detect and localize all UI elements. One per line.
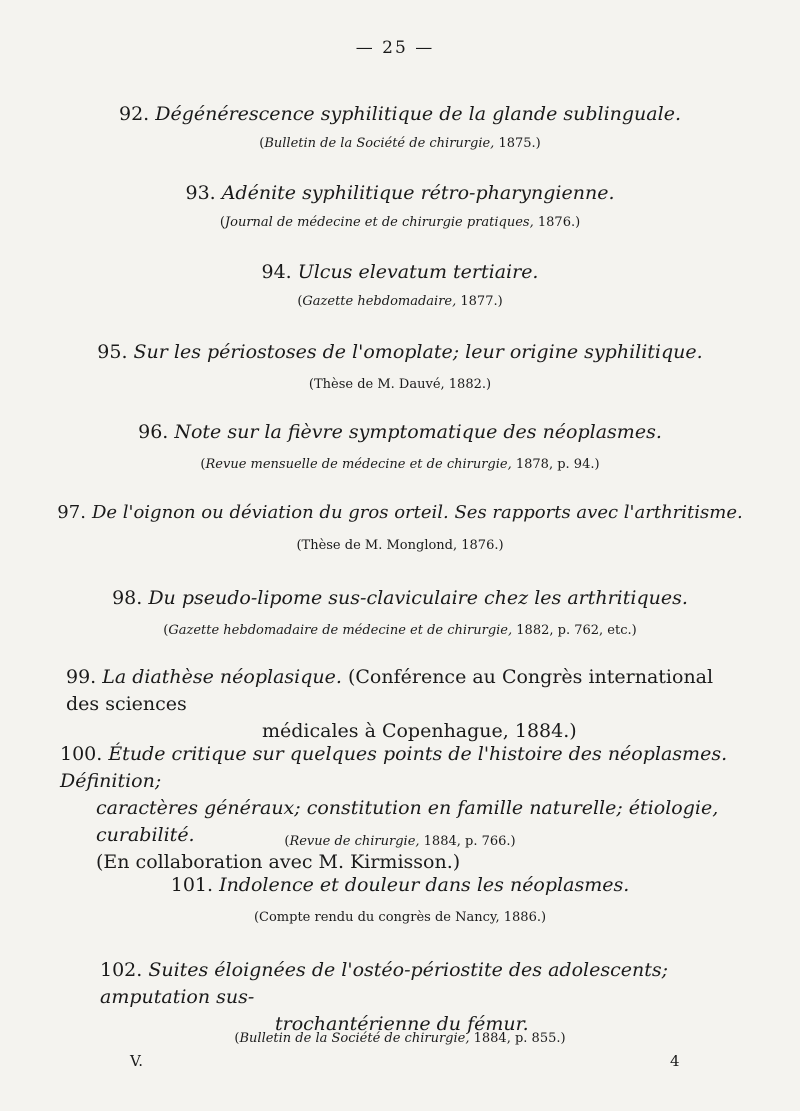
entry-title: La diathèse néoplasique. bbox=[102, 666, 342, 688]
entry-100-source bbox=[0, 833, 800, 851]
source-journal: Journal de médecine et de chirurgie pratiques, bbox=[224, 215, 534, 230]
source-open: ( bbox=[163, 623, 169, 638]
entry-96 bbox=[0, 418, 800, 474]
entry-title: Suites éloignées de l'ostéo-périostite des adolescents; amputation sus- bbox=[100, 959, 668, 1008]
source-detail: (Thèse de M. Monglond, 1876.) bbox=[296, 538, 504, 553]
entry-title: Sur les périostoses de l'omoplate; leur origine syphilitique. bbox=[133, 341, 703, 363]
entry-number: 92. bbox=[119, 103, 150, 125]
entry-94 bbox=[0, 258, 800, 311]
entry-title: Ulcus elevatum tertiaire. bbox=[297, 261, 539, 283]
entry-number: 96. bbox=[138, 421, 169, 443]
entry-93 bbox=[0, 179, 800, 232]
entry-title: Du pseudo-lipome sus-claviculaire chez les arthritiques. bbox=[148, 587, 688, 609]
entry-number: 93. bbox=[185, 182, 216, 204]
source-journal: Revue de chirurgie, bbox=[289, 834, 420, 849]
source-journal: Gazette hebdomadaire, bbox=[302, 294, 457, 309]
source-open: ( bbox=[259, 136, 265, 151]
source-detail: 1876.) bbox=[533, 215, 581, 230]
entry-number: 94. bbox=[261, 261, 292, 283]
entry-98 bbox=[0, 584, 800, 640]
entry-description: (Conférence au Congrès international des sciences bbox=[66, 666, 714, 715]
source-detail: 1875.) bbox=[494, 136, 541, 151]
entry-100 bbox=[60, 741, 760, 876]
source-detail: 1878, p. 94.) bbox=[511, 457, 600, 472]
entry-number: 99. bbox=[66, 666, 97, 688]
source-detail: 1884, p. 766.) bbox=[419, 834, 516, 849]
source-open: ( bbox=[200, 457, 206, 472]
entry-title: Étude critique sur quelques points de l'histoire des néoplasmes. Définition; bbox=[60, 743, 728, 792]
source-journal: Revue mensuelle de médecine et de chirurgie, bbox=[205, 457, 512, 472]
entry-95 bbox=[0, 338, 800, 394]
source-detail: 1884, p. 855.) bbox=[469, 1031, 566, 1046]
signature-mark: V. bbox=[130, 1052, 143, 1070]
entry-102-source bbox=[0, 1030, 800, 1048]
entry-number: 102. bbox=[100, 959, 143, 981]
entry-collaboration: (En collaboration avec M. Kirmisson.) bbox=[96, 851, 461, 873]
page-number: — 25 — bbox=[355, 38, 435, 58]
source-journal: Bulletin de la Société de chirurgie, bbox=[239, 1031, 470, 1046]
entry-number: 100. bbox=[60, 743, 103, 765]
source-open: ( bbox=[234, 1031, 240, 1046]
entry-number: 101. bbox=[170, 874, 214, 896]
entry-101 bbox=[0, 871, 800, 927]
entry-102 bbox=[100, 957, 740, 1038]
entry-title: Indolence et douleur dans les néoplasmes. bbox=[219, 874, 630, 896]
entry-number: 97. bbox=[57, 502, 86, 523]
entry-title: Dégénérescence syphilitique de la glande sublinguale. bbox=[155, 103, 681, 125]
source-journal: Bulletin de la Société de chirurgie, bbox=[264, 136, 495, 151]
sheet-number: 4 bbox=[670, 1052, 680, 1070]
source-detail: 1882, p. 762, etc.) bbox=[512, 623, 637, 638]
entry-number: 95. bbox=[97, 341, 128, 363]
entry-title-cont: trochantérienne du fémur. bbox=[275, 1013, 529, 1035]
entry-title: Adénite syphilitique rétro-pharyngienne. bbox=[221, 182, 615, 204]
source-open: ( bbox=[219, 215, 225, 230]
source-detail: 1877.) bbox=[456, 294, 503, 309]
source-detail: (Compte rendu du congrès de Nancy, 1886.) bbox=[253, 910, 547, 925]
entry-97 bbox=[0, 499, 800, 555]
entry-92 bbox=[0, 100, 800, 153]
entry-title: Note sur la fièvre symptomatique des néoplasmes. bbox=[174, 421, 662, 443]
entry-99 bbox=[66, 664, 746, 745]
entry-description-cont: médicales à Copenhague, 1884.) bbox=[262, 720, 577, 742]
entry-title-cont: caractères généraux; constitution en famille naturelle; étiologie, curabilité. bbox=[96, 797, 719, 846]
source-open: ( bbox=[297, 294, 303, 309]
entry-title: De l'oignon ou déviation du gros orteil. Ses rapports avec l'arthritisme. bbox=[91, 502, 743, 523]
source-open: ( bbox=[284, 834, 290, 849]
source-journal: Gazette hebdomadaire de médecine et de chirurgie, bbox=[168, 623, 513, 638]
source-detail: (Thèse de M. Dauvé, 1882.) bbox=[308, 377, 492, 392]
entry-number: 98. bbox=[112, 587, 143, 609]
